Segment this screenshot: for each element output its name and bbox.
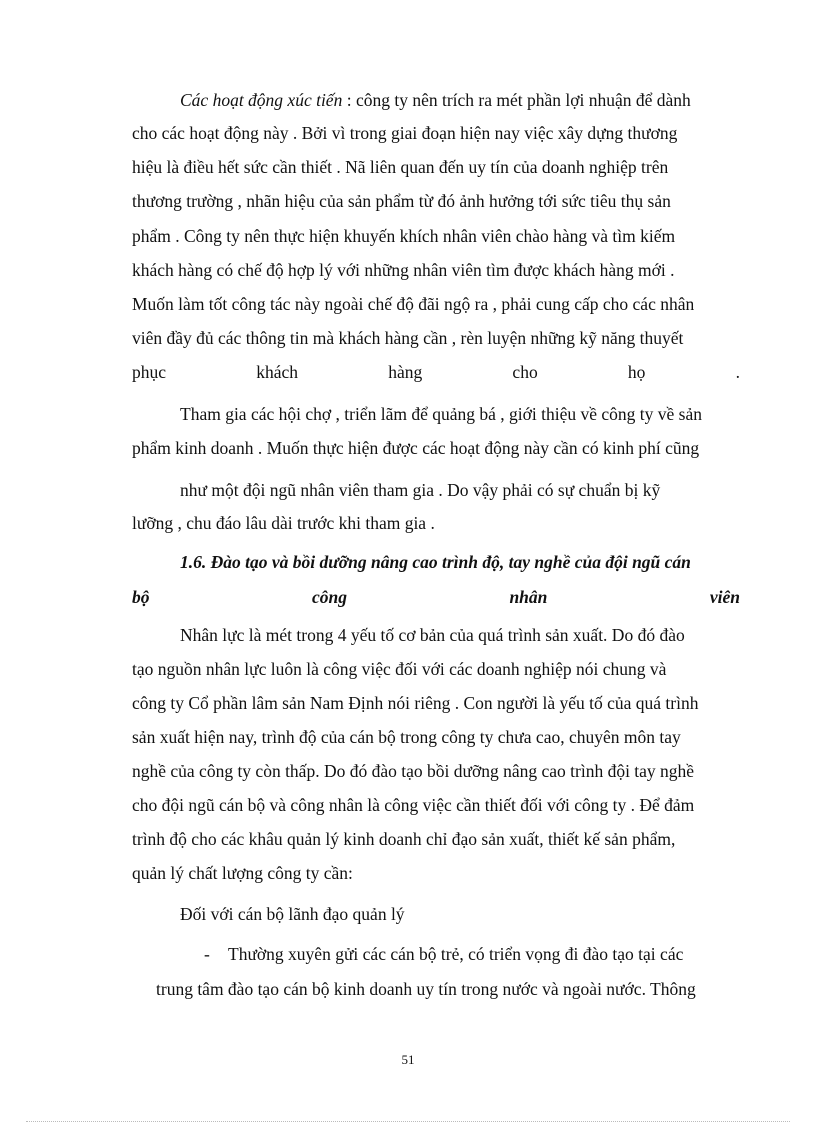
bullet-line-2: trung tâm đào tạo cán bộ kinh doanh uy tín trong nước và ngoài nước. Thông [156, 979, 696, 999]
p4-line-1: Đối với cán bộ lãnh đạo quản lý [180, 904, 405, 924]
p3-line-8: quản lý chất lượng công ty cần: [132, 863, 353, 883]
p3-line-6: cho đội ngũ cán bộ và công nhân là công việc cần thiết đối với công ty . Để đảm [132, 795, 695, 815]
p3-line-5: nghề của công ty còn thấp. Do đó đào tạo bồi dưỡng nâng cao trình đội tay nghề [132, 761, 695, 781]
p2-line-3: như một đội ngũ nhân viên tham gia . Do vậy phải có sự chuẩn bị kỹ [180, 480, 661, 500]
p1-line-9: phục khách hàng cho họ . [132, 362, 740, 382]
p1-line-6: khách hàng có chế độ hợp lý với những nhân viên tìm được khách hàng mới . [132, 260, 675, 280]
p1-line-1: Các hoạt động xúc tiến : công ty nên trích ra mét phần lợi nhuận để dành [180, 90, 691, 110]
p3-line-2: tạo nguồn nhân lực luôn là công việc đối với các doanh nghiệp nói chung và [132, 659, 667, 679]
p1-line-5: phẩm . Công ty nên thực hiện khuyến khích nhân viên chào hàng và tìm kiếm [132, 226, 676, 246]
italic-lead: Các hoạt động xúc tiến [180, 90, 343, 110]
p2-line-2: phẩm kinh doanh . Muốn thực hiện được các hoạt động này cần có kinh phí cũng [132, 438, 700, 458]
p1-line-3: hiệu là điều hết sức cần thiết . Nã liên quan đến uy tín của doanh nghiệp trên [132, 157, 669, 177]
p1-line-2: cho các hoạt động này . Bởi vì trong giai đoạn hiện nay việc xây dựng thương [132, 123, 678, 143]
p3-line-1: Nhân lực là mét trong 4 yếu tố cơ bản của quá trình sản xuất. Do đó đào [180, 625, 685, 645]
p3-line-3: công ty Cổ phần lâm sản Nam Định nói riêng . Con người là yếu tố của quá trình [132, 693, 699, 713]
p3-line-7: trình độ cho các khâu quản lý kinh doanh chỉ đạo sản xuất, thiết kế sản phẩm, [132, 829, 676, 849]
section-heading-line-2: bộ công nhân viên [132, 587, 740, 607]
bullet-dash: - [204, 944, 210, 964]
p1-line-4: thương trường , nhãn hiệu của sản phẩm từ đó ảnh hưởng tới sức tiêu thụ sản [132, 191, 671, 211]
p3-line-4: sản xuất hiện nay, trình độ của cán bộ trong công ty chưa cao, chuyên môn tay [132, 727, 681, 747]
p2-line-4: lưỡng , chu đáo lâu dài trước khi tham gia . [132, 513, 435, 533]
section-heading-line-1: 1.6. Đào tạo và bồi dưỡng nâng cao trình độ, tay nghề của đội ngũ cán [180, 552, 691, 572]
p2-line-1: Tham gia các hội chợ , triển lãm để quảng bá , giới thiệu về công ty về sản [180, 404, 702, 424]
page-number: 51 [401, 1052, 415, 1067]
page-bottom-rule [26, 1121, 790, 1122]
bullet-line-1: Thường xuyên gửi các cán bộ trẻ, có triển vọng đi đào tạo tại các [228, 944, 684, 964]
p1-line-8: viên đầy đủ các thông tin mà khách hàng cần , rèn luyện những kỹ năng thuyết [132, 328, 684, 348]
p1-line-7: Muốn làm tốt công tác này ngoài chế độ đãi ngộ ra , phải cung cấp cho các nhân [132, 294, 695, 314]
